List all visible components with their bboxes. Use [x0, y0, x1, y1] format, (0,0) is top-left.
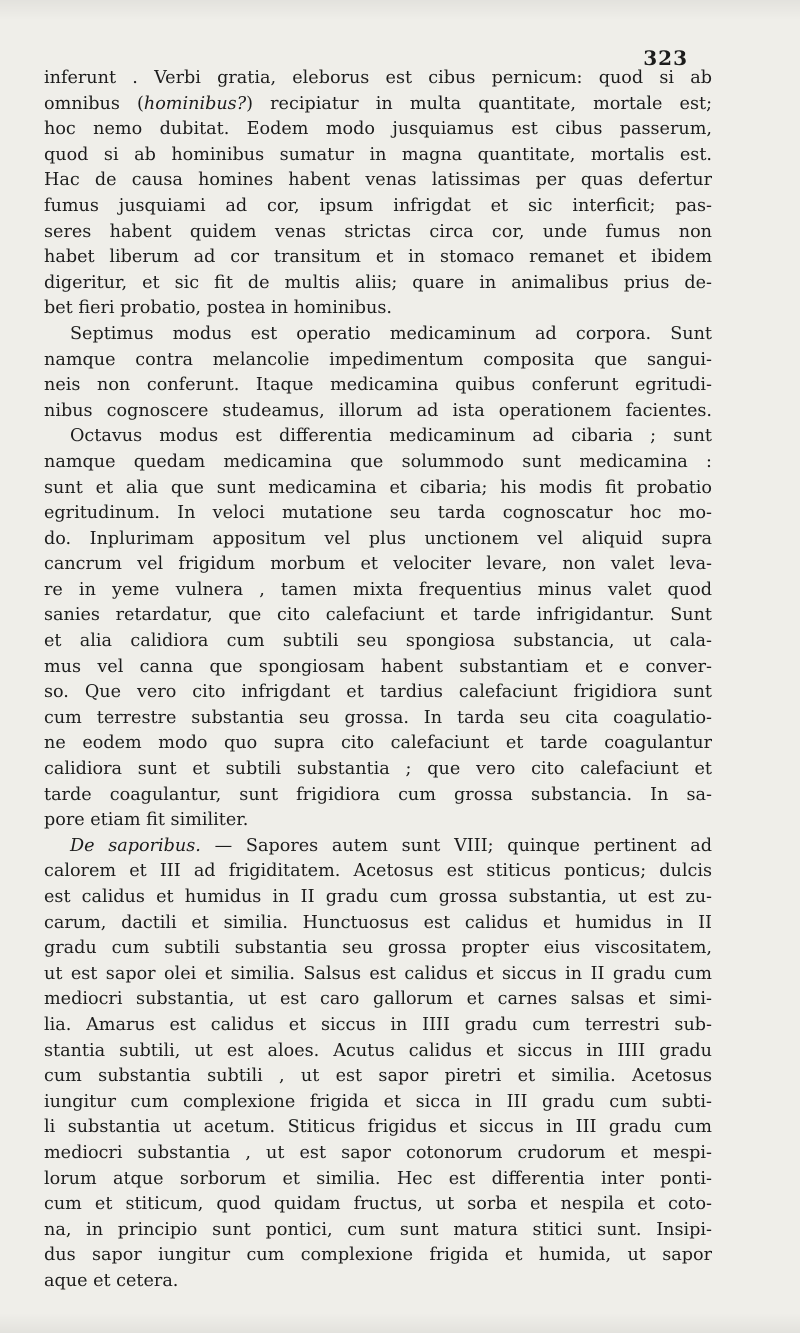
text-segment: — Sapores autem sunt VIII; quinque pertinent ad: [200, 835, 712, 856]
text-line: Septimus modus est operatio medicaminum ad corpora. Sunt: [70, 323, 712, 344]
text-line: habet liberum ad cor transitum et in stomaco remanet et ibidem: [44, 247, 712, 268]
text-line: gradu cum subtili substantia seu grossa propter eius viscositatem,: [44, 938, 712, 959]
text-line: egritudinum. In veloci mutatione seu tarda cognoscatur hoc mo-: [44, 503, 712, 524]
top-bleed-shadow: [0, 0, 800, 20]
section-heading: De saporibus.: [70, 835, 201, 856]
text-line: est calidus et humidus in II gradu cum grossa substantia, ut est zu-: [44, 887, 712, 907]
text-line: hoc nemo dubitat. Eodem modo jusquiamus est cibus passerum,: [44, 119, 712, 140]
text-line: re in yeme vulnera , tamen mixta frequentius minus valet quod: [44, 579, 712, 600]
text-line: carum, dactili et similia. Hunctuosus est calidus et humidus in II: [44, 912, 712, 933]
body-text: [44, 66, 712, 1295]
text-line: seres habent quidem venas strictas circa cor, unde fumus non: [44, 221, 712, 242]
text-line: cum terrestre substantia seu grossa. In tarda seu cita coagulatio-: [44, 707, 712, 728]
text-line: cum et stiticum, quod quidam fructus, ut sorba et nespila et coto-: [44, 1194, 712, 1215]
text-line: stantia subtili, ut est aloes. Acutus calidus et siccus in IIII gradu: [44, 1040, 712, 1061]
text-line: fumus jusquiami ad cor, ipsum infrigdat et sic interficit; pas-: [44, 195, 712, 216]
text-line: iungitur cum complexione frigida et sicca in III gradu cum subti-: [44, 1091, 712, 1112]
bottom-bleed-shadow: [0, 1313, 800, 1333]
text-line: digeritur, et sic fit de multis aliis; quare in animalibus prius de-: [44, 272, 712, 293]
text-line: inferunt . Verbi gratia, eleborus est cibus pernicum: quod si ab: [44, 68, 712, 88]
text-line: li substantia ut acetum. Stiticus frigidus et siccus in III gradu cum: [44, 1117, 712, 1138]
text-line: namque quedam medicamina que solummodo sunt medicamina :: [44, 451, 712, 472]
text-line: Hac de causa homines habent venas latissimas per quas defertur: [44, 170, 712, 191]
text-line: [44, 834, 712, 860]
text-line: nibus cognoscere studeamus, illorum ad ista operationem facientes.: [44, 400, 712, 421]
text-line: bet fieri probatio, postea in hominibus.: [44, 298, 393, 319]
text-line: quod si ab hominibus sumatur in magna quantitate, mortalis est.: [44, 144, 712, 165]
text-line: aque et cetera.: [44, 1270, 179, 1291]
text-line: calidiora sunt et subtili substantia ; que vero cito calefaciunt et: [44, 759, 712, 780]
text-segment: ) recipiatur in multa quantitate, mortale est;: [246, 93, 712, 114]
text-line: pore etiam fit similiter.: [44, 810, 249, 831]
text-line: lorum atque sorborum et similia. Hec est differentia inter ponti-: [44, 1168, 712, 1189]
text-line: tarde coagulantur, sunt frigidiora cum grossa substancia. In sa-: [44, 784, 712, 805]
text-line: na, in principio sunt pontici, cum sunt matura stitici sunt. Insipi-: [44, 1219, 712, 1240]
text-line: cum substantia subtili , ut est sapor piretri et similia. Acetosus: [44, 1066, 712, 1087]
text-line: ut est sapor olei et similia. Salsus est calidus et siccus in II gradu cum: [44, 963, 712, 984]
text-line: Octavus modus est differentia medicaminum ad cibaria ; sunt: [70, 426, 712, 447]
text-line: dus sapor iungitur cum complexione frigida et humida, ut sapor: [44, 1245, 712, 1266]
text-line: mediocri substantia , ut est sapor cotonorum crudorum et mespi-: [44, 1142, 712, 1163]
text-line: sunt et alia que sunt medicamina et cibaria; his modis fit probatio: [44, 477, 712, 498]
text-line: ne eodem modo quo supra cito calefaciunt et tarde coagulantur: [44, 733, 712, 754]
text-line: namque contra melancolie impedimentum composita que sangui-: [44, 349, 712, 370]
text-line: calorem et III ad frigiditatem. Acetosus est stiticus ponticus; dulcis: [44, 861, 712, 882]
text-line: cancrum vel frigidum morbum et velociter levare, non valet leva-: [44, 554, 712, 575]
text-line: lia. Amarus est calidus et siccus in IIII gradu cum terrestri sub-: [44, 1014, 712, 1035]
text-line: [44, 92, 712, 118]
text-line: neis non conferunt. Itaque medicamina quibus conferunt egritudi-: [44, 375, 712, 396]
text-line: do. Inplurimam appositum vel plus unctionem vel aliquid supra: [44, 528, 712, 549]
page-number: 323: [643, 46, 688, 70]
text-line: so. Que vero cito infrigdant et tardius calefaciunt frigidiora sunt: [44, 682, 712, 703]
italic-gloss: hominibus?: [143, 93, 247, 114]
text-line: sanies retardatur, que cito calefaciunt et tarde infrigidantur. Sunt: [44, 605, 712, 626]
text-segment: omnibus (: [44, 93, 144, 114]
text-line: mus vel canna que spongiosam habent substantiam et e conver-: [44, 656, 712, 677]
text-line: et alia calidiora cum subtili seu spongiosa substancia, ut cala-: [44, 631, 712, 652]
text-line: mediocri substantia, ut est caro gallorum et carnes salsas et simi-: [44, 989, 712, 1010]
